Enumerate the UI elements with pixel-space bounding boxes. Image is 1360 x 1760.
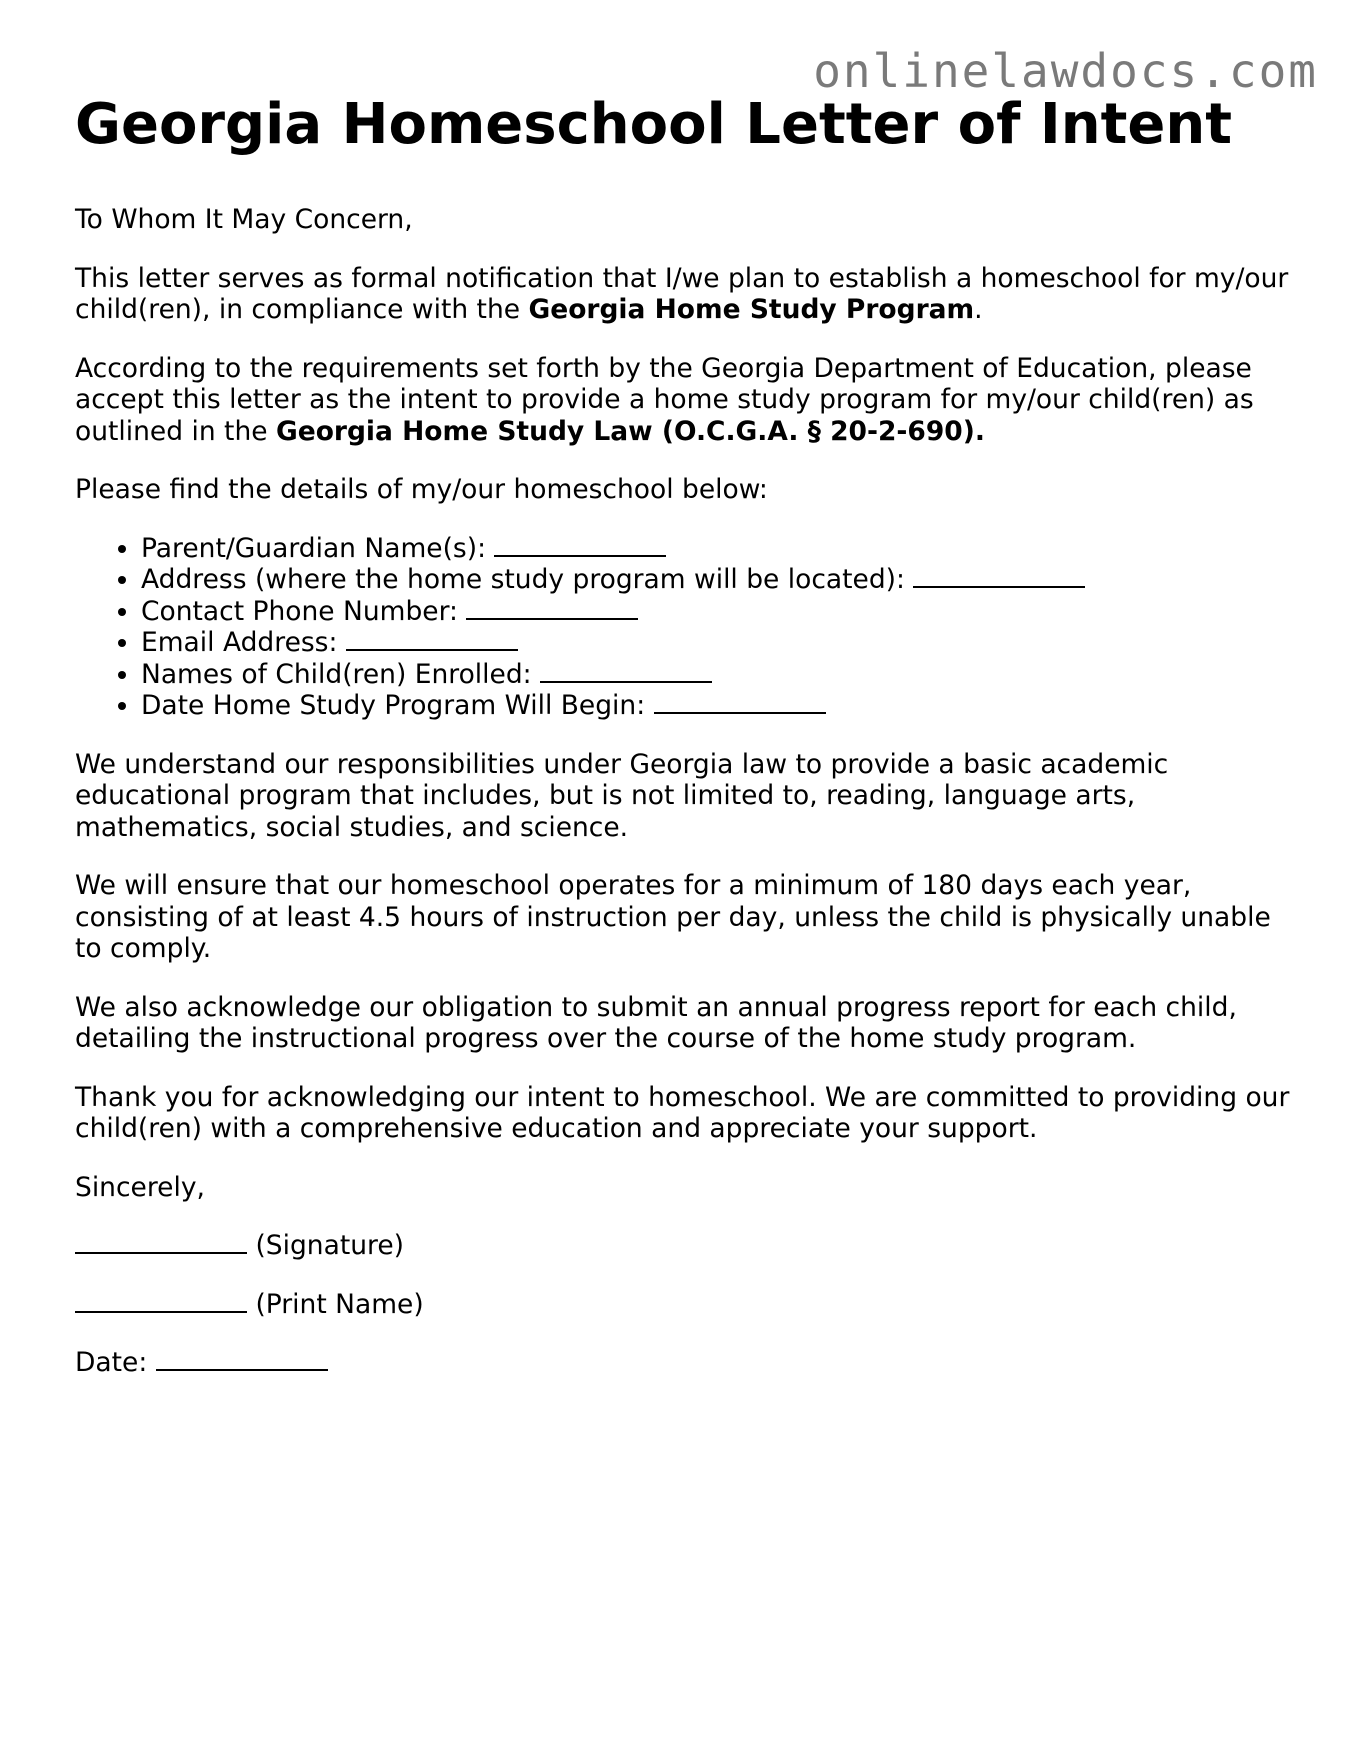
law-citation: Georgia Home Study Law (O.C.G.A. § 20-2-690).: [275, 415, 985, 447]
date-label: Date:: [75, 1347, 148, 1378]
signature-line: [75, 1230, 1290, 1262]
children-names-blank[interactable]: [540, 659, 712, 683]
list-item: [141, 564, 1290, 596]
address-blank[interactable]: [913, 564, 1085, 588]
date-line: [75, 1347, 1290, 1379]
signature-blank[interactable]: [75, 1230, 247, 1254]
phone-label: Contact Phone Number:: [141, 595, 458, 627]
list-item: [141, 627, 1290, 659]
email-label: Email Address:: [141, 627, 338, 658]
paragraph-thanks: Thank you for acknowledging our intent to homeschool. We are committed to providing our child(ren) with a comprehensive education and appreciate your support.: [75, 1081, 1290, 1144]
paragraph-progress-report: We also acknowledge our obligation to submit an annual progress report for each child, detailing the instructional progress over the course of the home study program.: [75, 991, 1237, 1054]
children-names-label: Names of Child(ren) Enrolled:: [141, 658, 532, 690]
print-name-line: [75, 1289, 1290, 1321]
list-item: [141, 659, 1290, 691]
signature-label: (Signature): [255, 1230, 404, 1261]
paragraph-notification: [75, 263, 1290, 326]
list-item: [141, 533, 1290, 565]
start-date-label: Date Home Study Program Will Begin:: [141, 690, 646, 721]
salutation: To Whom It May Concern,: [75, 204, 413, 235]
email-blank[interactable]: [346, 627, 518, 651]
print-name-label: (Print Name): [255, 1288, 424, 1320]
paragraph-notification-end: .: [974, 294, 983, 325]
paragraph-requirements: [75, 353, 1290, 448]
paragraph-requirements-text: According to the requirements set forth by the Georgia Department of Education, please accept this letter as the intent to provide a home study program for my/our child(ren) as outlined in the: [75, 352, 1254, 447]
phone-blank[interactable]: [466, 596, 638, 620]
list-item: [141, 596, 1290, 628]
program-name: Georgia Home Study Program: [528, 294, 975, 325]
details-intro: Please find the details of my/our homeschool below:: [75, 474, 768, 505]
parent-name-blank[interactable]: [494, 533, 666, 557]
details-list: [75, 533, 1290, 722]
parent-name-label: Parent/Guardian Name(s):: [141, 532, 486, 564]
letter-document: [75, 90, 1290, 1379]
paragraph-attendance: We will ensure that our homeschool operates for a minimum of 180 days each year, consisting of at least 4.5 hours of instruction per day, unless the child is physically unable to comply.: [75, 870, 1271, 964]
start-date-blank[interactable]: [654, 690, 826, 714]
address-label: Address (where the home study program will be located):: [141, 564, 905, 595]
print-name-blank[interactable]: [75, 1289, 247, 1313]
paragraph-notification-text: This letter serves as formal notification that I/we plan to establish a homeschool for my/our child(ren), in compliance with the: [75, 262, 1289, 325]
list-item: [141, 690, 1290, 722]
page-title: Georgia Homeschool Letter of Intent: [75, 92, 1233, 157]
date-blank[interactable]: [156, 1347, 328, 1371]
paragraph-responsibilities: We understand our responsibilities under Georgia law to provide a basic academic educational program that includes, but is not limited to, reading, language arts, mathematics, social studies, and science.: [75, 748, 1169, 843]
closing: Sincerely,: [75, 1171, 205, 1203]
watermark: onlinelawdocs.com: [813, 44, 1318, 98]
